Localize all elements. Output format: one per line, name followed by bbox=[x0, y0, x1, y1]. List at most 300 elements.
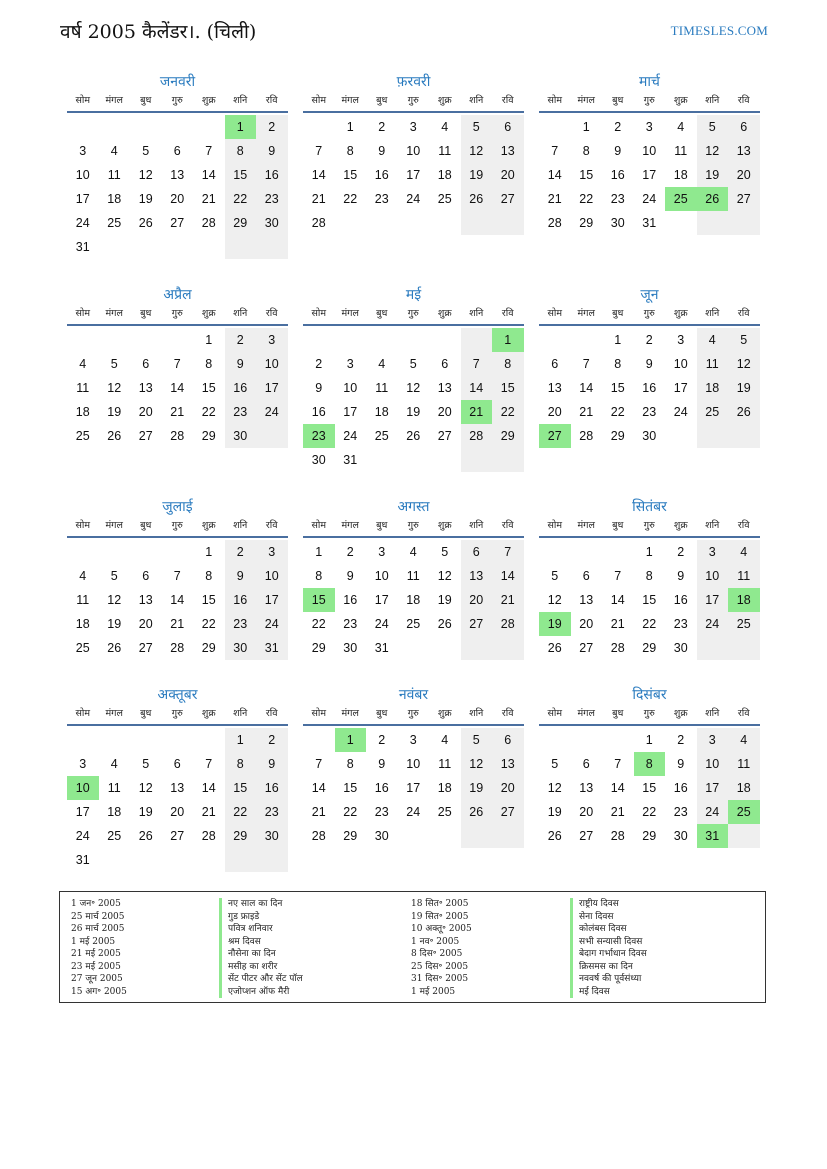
day-cell: 18 bbox=[437, 168, 452, 182]
day-grid bbox=[303, 540, 524, 660]
legend-date: 1 मई 2005 bbox=[411, 986, 456, 997]
day-cell: 23 bbox=[256, 800, 288, 824]
day-cell: 17 bbox=[642, 168, 657, 182]
day-cell: 2 bbox=[677, 545, 685, 559]
weekday-label: गुरु bbox=[643, 708, 655, 719]
day-cell: 5 bbox=[142, 144, 150, 158]
day-cell: 26 bbox=[437, 617, 452, 631]
weekday-label: शुक्र bbox=[201, 520, 216, 531]
day-cell: 12 bbox=[138, 168, 153, 182]
day-cell: 6 bbox=[582, 757, 590, 771]
weekday-label: शनि bbox=[705, 308, 720, 319]
empty-cell bbox=[602, 728, 634, 752]
day-cell: 16 bbox=[256, 776, 288, 800]
weekday-label: मंगल bbox=[105, 95, 123, 106]
day-cell: 22 bbox=[201, 405, 216, 419]
empty-cell bbox=[398, 328, 430, 352]
day-cell: 7 bbox=[614, 569, 622, 583]
day-cell: 14 bbox=[170, 593, 185, 607]
day-cell: 5 bbox=[697, 115, 729, 139]
weekday-label: गुरु bbox=[643, 308, 655, 319]
day-cell: 7 bbox=[205, 144, 213, 158]
legend-holiday-name: मई दिवस bbox=[570, 986, 647, 999]
day-cell: 30 bbox=[311, 453, 326, 467]
empty-cell bbox=[335, 211, 367, 235]
weekday-label: बुध bbox=[612, 520, 624, 531]
day-cell: 28 bbox=[610, 829, 625, 843]
day-cell: 27 bbox=[539, 424, 571, 448]
day-cell: 12 bbox=[107, 593, 122, 607]
weekday-label: शनि bbox=[233, 520, 248, 531]
day-cell: 4 bbox=[409, 545, 417, 559]
empty-cell bbox=[256, 424, 288, 448]
weekday-label: सोम bbox=[547, 95, 563, 106]
day-cell: 8 bbox=[346, 144, 354, 158]
day-cell: 15 bbox=[225, 776, 257, 800]
day-cell: 14 bbox=[170, 381, 185, 395]
day-cell: 21 bbox=[610, 617, 625, 631]
weekday-header bbox=[303, 92, 524, 113]
weekday-label: शनि bbox=[705, 708, 720, 719]
empty-cell bbox=[665, 424, 697, 448]
day-cell: 24 bbox=[642, 192, 657, 206]
month-block bbox=[303, 72, 524, 235]
day-cell: 21 bbox=[201, 805, 216, 819]
empty-cell bbox=[67, 328, 99, 352]
empty-cell bbox=[162, 115, 194, 139]
weekday-label: सोम bbox=[547, 520, 563, 531]
day-cell: 31 bbox=[374, 641, 389, 655]
weekday-label: रवि bbox=[265, 708, 278, 719]
day-cell: 20 bbox=[579, 617, 594, 631]
day-cell: 29 bbox=[579, 216, 594, 230]
weekday-label: शनि bbox=[469, 95, 484, 106]
empty-cell bbox=[67, 728, 99, 752]
weekday-label: गुरु bbox=[171, 308, 183, 319]
day-cell: 27 bbox=[728, 187, 760, 211]
day-cell: 3 bbox=[677, 333, 685, 347]
legend-holiday-name: गुड फ्राइडे bbox=[219, 911, 303, 924]
day-cell: 21 bbox=[579, 405, 594, 419]
weekday-label: रवि bbox=[737, 520, 750, 531]
weekday-label: सोम bbox=[311, 95, 327, 106]
site-link[interactable]: TIMESLES.COM bbox=[670, 23, 768, 38]
month-block bbox=[67, 685, 288, 872]
weekday-header bbox=[303, 705, 524, 726]
month-name: नवंबर bbox=[398, 687, 429, 703]
day-cell: 24 bbox=[75, 216, 90, 230]
legend-holiday-name: नए साल का दिन bbox=[219, 898, 303, 911]
weekday-header bbox=[303, 305, 524, 326]
weekday-label: शनि bbox=[233, 308, 248, 319]
day-cell: 13 bbox=[492, 139, 524, 163]
legend-holiday-name: सेना दिवस bbox=[570, 911, 647, 924]
day-cell: 31 bbox=[256, 636, 288, 660]
day-cell: 16 bbox=[673, 593, 688, 607]
day-cell: 12 bbox=[437, 569, 452, 583]
day-cell: 2 bbox=[256, 115, 288, 139]
day-cell: 10 bbox=[256, 352, 288, 376]
day-cell: 9 bbox=[614, 144, 622, 158]
day-cell: 13 bbox=[170, 781, 185, 795]
day-cell: 28 bbox=[201, 216, 216, 230]
day-cell: 30 bbox=[256, 824, 288, 848]
day-cell: 24 bbox=[697, 800, 729, 824]
empty-cell bbox=[697, 636, 729, 660]
day-cell: 16 bbox=[311, 405, 326, 419]
day-cell: 20 bbox=[437, 405, 452, 419]
day-cell: 24 bbox=[75, 829, 90, 843]
day-cell: 22 bbox=[579, 192, 594, 206]
day-cell: 8 bbox=[205, 569, 213, 583]
legend-holiday-name: बेदाग गर्भाधान दिवस bbox=[570, 948, 647, 961]
month-name: जून bbox=[640, 287, 659, 303]
empty-cell bbox=[539, 728, 571, 752]
day-cell: 20 bbox=[170, 192, 185, 206]
day-cell: 5 bbox=[142, 757, 150, 771]
day-cell: 15 bbox=[343, 781, 358, 795]
day-cell: 15 bbox=[303, 588, 335, 612]
day-cell: 7 bbox=[173, 569, 181, 583]
day-cell: 21 bbox=[492, 588, 524, 612]
day-cell: 13 bbox=[461, 564, 493, 588]
day-cell: 17 bbox=[673, 381, 688, 395]
weekday-header bbox=[539, 92, 760, 113]
day-cell: 19 bbox=[697, 163, 729, 187]
day-cell: 23 bbox=[343, 617, 358, 631]
weekday-label: गुरु bbox=[407, 95, 419, 106]
day-cell: 25 bbox=[728, 612, 760, 636]
day-cell: 28 bbox=[311, 216, 326, 230]
day-cell: 17 bbox=[343, 405, 358, 419]
weekday-label: बुध bbox=[376, 708, 388, 719]
legend-date: 10 अक्तू॰ 2005 bbox=[411, 924, 472, 934]
day-cell: 6 bbox=[142, 357, 150, 371]
empty-cell bbox=[429, 328, 461, 352]
day-cell: 8 bbox=[225, 139, 257, 163]
empty-cell bbox=[303, 728, 335, 752]
day-cell: 4 bbox=[728, 728, 760, 752]
day-cell: 19 bbox=[547, 805, 562, 819]
day-cell: 6 bbox=[551, 357, 559, 371]
day-cell: 14 bbox=[311, 168, 326, 182]
day-cell: 17 bbox=[406, 781, 421, 795]
day-cell: 1 bbox=[614, 333, 622, 347]
day-cell: 5 bbox=[409, 357, 417, 371]
day-grid bbox=[67, 115, 288, 259]
day-cell: 23 bbox=[303, 424, 335, 448]
legend-date: 31 दिस॰ 2005 bbox=[411, 974, 469, 984]
day-cell: 19 bbox=[461, 163, 493, 187]
day-cell: 3 bbox=[346, 357, 354, 371]
day-cell: 7 bbox=[614, 757, 622, 771]
day-cell: 31 bbox=[75, 240, 90, 254]
day-cell: 27 bbox=[461, 612, 493, 636]
day-cell: 17 bbox=[697, 776, 729, 800]
day-cell: 28 bbox=[170, 641, 185, 655]
weekday-label: मंगल bbox=[577, 308, 595, 319]
empty-cell bbox=[193, 235, 225, 259]
empty-cell bbox=[99, 848, 131, 872]
day-cell: 13 bbox=[547, 381, 562, 395]
month-name: फ़रवरी bbox=[396, 74, 431, 90]
day-cell: 2 bbox=[378, 120, 386, 134]
empty-cell bbox=[429, 211, 461, 235]
day-cell: 23 bbox=[673, 617, 688, 631]
day-cell: 28 bbox=[201, 829, 216, 843]
day-cell: 29 bbox=[492, 424, 524, 448]
day-cell: 5 bbox=[461, 728, 493, 752]
day-cell: 13 bbox=[728, 139, 760, 163]
weekday-label: सोम bbox=[75, 308, 91, 319]
legend-holiday-name: मसीह का शरीर bbox=[219, 961, 303, 974]
day-cell: 22 bbox=[343, 805, 358, 819]
day-cell: 18 bbox=[75, 617, 90, 631]
day-cell: 1 bbox=[225, 728, 257, 752]
day-cell: 14 bbox=[579, 381, 594, 395]
day-grid bbox=[67, 328, 288, 448]
day-cell: 8 bbox=[205, 357, 213, 371]
day-cell: 10 bbox=[256, 564, 288, 588]
day-cell: 26 bbox=[547, 641, 562, 655]
day-cell: 29 bbox=[343, 829, 358, 843]
day-cell: 20 bbox=[138, 405, 153, 419]
empty-cell bbox=[193, 848, 225, 872]
day-cell: 21 bbox=[201, 192, 216, 206]
day-cell: 11 bbox=[438, 757, 452, 771]
day-cell: 23 bbox=[642, 405, 657, 419]
day-cell: 26 bbox=[107, 429, 122, 443]
day-cell: 25 bbox=[697, 400, 729, 424]
legend-date: 26 मार्च 2005 bbox=[71, 924, 125, 934]
day-cell: 31 bbox=[642, 216, 657, 230]
legend-date: 1 मई 2005 bbox=[71, 936, 116, 947]
day-cell: 8 bbox=[315, 569, 323, 583]
day-cell: 25 bbox=[728, 800, 760, 824]
day-cell: 4 bbox=[378, 357, 386, 371]
day-cell: 6 bbox=[492, 115, 524, 139]
day-cell: 20 bbox=[138, 617, 153, 631]
day-cell: 7 bbox=[551, 144, 559, 158]
day-cell: 25 bbox=[437, 805, 452, 819]
weekday-label: रवि bbox=[501, 708, 514, 719]
legend-names-right bbox=[570, 898, 647, 998]
day-cell: 13 bbox=[579, 593, 594, 607]
day-cell: 16 bbox=[343, 593, 358, 607]
legend-holiday-name: एजोप्शन ऑफ मैरी bbox=[219, 986, 303, 999]
legend-date: 1 नव॰ 2005 bbox=[411, 936, 460, 947]
day-cell: 26 bbox=[461, 800, 493, 824]
day-cell: 28 bbox=[311, 829, 326, 843]
month-name: सितंबर bbox=[632, 499, 667, 515]
empty-cell bbox=[130, 728, 162, 752]
day-cell: 7 bbox=[205, 757, 213, 771]
day-cell: 9 bbox=[677, 569, 685, 583]
day-cell: 21 bbox=[170, 405, 185, 419]
day-cell: 9 bbox=[346, 569, 354, 583]
day-cell: 18 bbox=[75, 405, 90, 419]
day-cell: 4 bbox=[697, 328, 729, 352]
month-block bbox=[67, 285, 288, 448]
day-cell: 25 bbox=[437, 192, 452, 206]
day-cell: 15 bbox=[579, 168, 594, 182]
holiday-legend bbox=[59, 891, 766, 1003]
day-cell: 21 bbox=[311, 192, 326, 206]
day-cell: 4 bbox=[441, 733, 449, 747]
day-cell: 24 bbox=[256, 400, 288, 424]
weekday-label: मंगल bbox=[105, 308, 123, 319]
empty-cell bbox=[697, 424, 729, 448]
empty-cell bbox=[461, 636, 493, 660]
day-cell: 21 bbox=[461, 400, 493, 424]
weekday-label: मंगल bbox=[105, 708, 123, 719]
day-cell: 19 bbox=[728, 376, 760, 400]
empty-cell bbox=[162, 540, 194, 564]
day-cell: 2 bbox=[225, 540, 257, 564]
day-cell: 10 bbox=[406, 144, 421, 158]
day-cell: 27 bbox=[579, 641, 594, 655]
day-cell: 11 bbox=[76, 381, 90, 395]
weekday-label: शुक्र bbox=[673, 708, 688, 719]
day-cell: 12 bbox=[138, 781, 153, 795]
legend-date: 15 अग॰ 2005 bbox=[71, 986, 127, 997]
weekday-label: रवि bbox=[265, 308, 278, 319]
weekday-label: सोम bbox=[311, 308, 327, 319]
day-grid bbox=[303, 328, 524, 472]
empty-cell bbox=[539, 328, 571, 352]
empty-cell bbox=[539, 540, 571, 564]
weekday-label: शनि bbox=[705, 95, 720, 106]
day-cell: 4 bbox=[441, 120, 449, 134]
month-block bbox=[303, 285, 524, 472]
legend-date: 25 मार्च 2005 bbox=[71, 911, 125, 922]
day-cell: 16 bbox=[673, 781, 688, 795]
day-cell: 27 bbox=[492, 187, 524, 211]
day-cell: 20 bbox=[170, 805, 185, 819]
day-cell: 23 bbox=[673, 805, 688, 819]
empty-cell bbox=[461, 328, 493, 352]
weekday-label: गुरु bbox=[171, 708, 183, 719]
day-cell: 25 bbox=[406, 617, 421, 631]
day-cell: 3 bbox=[79, 144, 87, 158]
weekday-label: सोम bbox=[547, 708, 563, 719]
day-cell: 21 bbox=[311, 805, 326, 819]
weekday-label: सोम bbox=[311, 708, 327, 719]
empty-cell bbox=[130, 848, 162, 872]
day-cell: 20 bbox=[492, 776, 524, 800]
day-cell: 31 bbox=[697, 824, 729, 848]
legend-date: 1 जन॰ 2005 bbox=[71, 899, 121, 909]
day-cell: 11 bbox=[728, 564, 760, 588]
empty-cell bbox=[571, 540, 603, 564]
empty-cell bbox=[429, 824, 461, 848]
legend-dates-left bbox=[71, 898, 127, 998]
day-cell: 13 bbox=[437, 381, 452, 395]
empty-cell bbox=[728, 424, 760, 448]
legend-holiday-name: पवित्र शनिवार bbox=[219, 923, 303, 936]
day-cell: 11 bbox=[107, 168, 121, 182]
weekday-label: रवि bbox=[501, 95, 514, 106]
empty-cell bbox=[67, 115, 99, 139]
month-name: जुलाई bbox=[162, 499, 193, 515]
day-cell: 12 bbox=[547, 593, 562, 607]
weekday-label: रवि bbox=[265, 520, 278, 531]
day-cell: 10 bbox=[406, 757, 421, 771]
month-name: मई bbox=[405, 287, 422, 303]
day-cell: 2 bbox=[378, 733, 386, 747]
day-cell: 17 bbox=[406, 168, 421, 182]
empty-cell bbox=[602, 540, 634, 564]
day-cell: 4 bbox=[110, 144, 118, 158]
day-cell: 12 bbox=[728, 352, 760, 376]
empty-cell bbox=[99, 728, 131, 752]
day-cell: 15 bbox=[201, 381, 216, 395]
weekday-label: गुरु bbox=[171, 520, 183, 531]
legend-holiday-name: नौसेना का दिन bbox=[219, 948, 303, 961]
weekday-label: शुक्र bbox=[201, 708, 216, 719]
day-cell: 22 bbox=[225, 187, 257, 211]
day-cell: 27 bbox=[492, 800, 524, 824]
weekday-label: मंगल bbox=[341, 95, 359, 106]
day-cell: 1 bbox=[492, 328, 524, 352]
weekday-label: शुक्र bbox=[437, 308, 452, 319]
day-cell: 1 bbox=[205, 545, 213, 559]
day-cell: 11 bbox=[674, 144, 688, 158]
weekday-label: गुरु bbox=[407, 308, 419, 319]
day-cell: 23 bbox=[610, 192, 625, 206]
weekday-label: बुध bbox=[376, 520, 388, 531]
day-cell: 13 bbox=[170, 168, 185, 182]
legend-dates-right bbox=[411, 898, 472, 998]
day-cell: 30 bbox=[374, 829, 389, 843]
day-cell: 2 bbox=[645, 333, 653, 347]
weekday-label: रवि bbox=[737, 708, 750, 719]
day-cell: 19 bbox=[138, 192, 153, 206]
empty-cell bbox=[130, 328, 162, 352]
weekday-header bbox=[539, 705, 760, 726]
legend-date: 23 मई 2005 bbox=[71, 961, 121, 972]
day-cell: 6 bbox=[441, 357, 449, 371]
day-cell: 7 bbox=[492, 540, 524, 564]
day-cell: 15 bbox=[610, 381, 625, 395]
day-grid bbox=[67, 728, 288, 872]
day-cell: 22 bbox=[311, 617, 326, 631]
day-cell: 21 bbox=[610, 805, 625, 819]
day-cell: 26 bbox=[138, 216, 153, 230]
day-cell: 24 bbox=[374, 617, 389, 631]
day-cell: 19 bbox=[138, 805, 153, 819]
empty-cell bbox=[366, 448, 398, 472]
weekday-label: शनि bbox=[705, 520, 720, 531]
day-cell: 15 bbox=[642, 593, 657, 607]
day-cell: 5 bbox=[461, 115, 493, 139]
day-cell: 2 bbox=[614, 120, 622, 134]
day-cell: 9 bbox=[315, 381, 323, 395]
month-name: अक्तूबर bbox=[157, 687, 198, 703]
day-cell: 16 bbox=[225, 588, 257, 612]
day-cell: 29 bbox=[311, 641, 326, 655]
empty-cell bbox=[697, 211, 729, 235]
weekday-label: सोम bbox=[75, 95, 91, 106]
empty-cell bbox=[130, 540, 162, 564]
day-cell: 17 bbox=[75, 192, 90, 206]
month-name: जनवरी bbox=[159, 74, 196, 90]
day-cell: 25 bbox=[75, 641, 90, 655]
weekday-label: गुरु bbox=[407, 708, 419, 719]
day-cell: 22 bbox=[225, 800, 257, 824]
legend-names-left bbox=[219, 898, 303, 998]
weekday-header bbox=[539, 305, 760, 326]
